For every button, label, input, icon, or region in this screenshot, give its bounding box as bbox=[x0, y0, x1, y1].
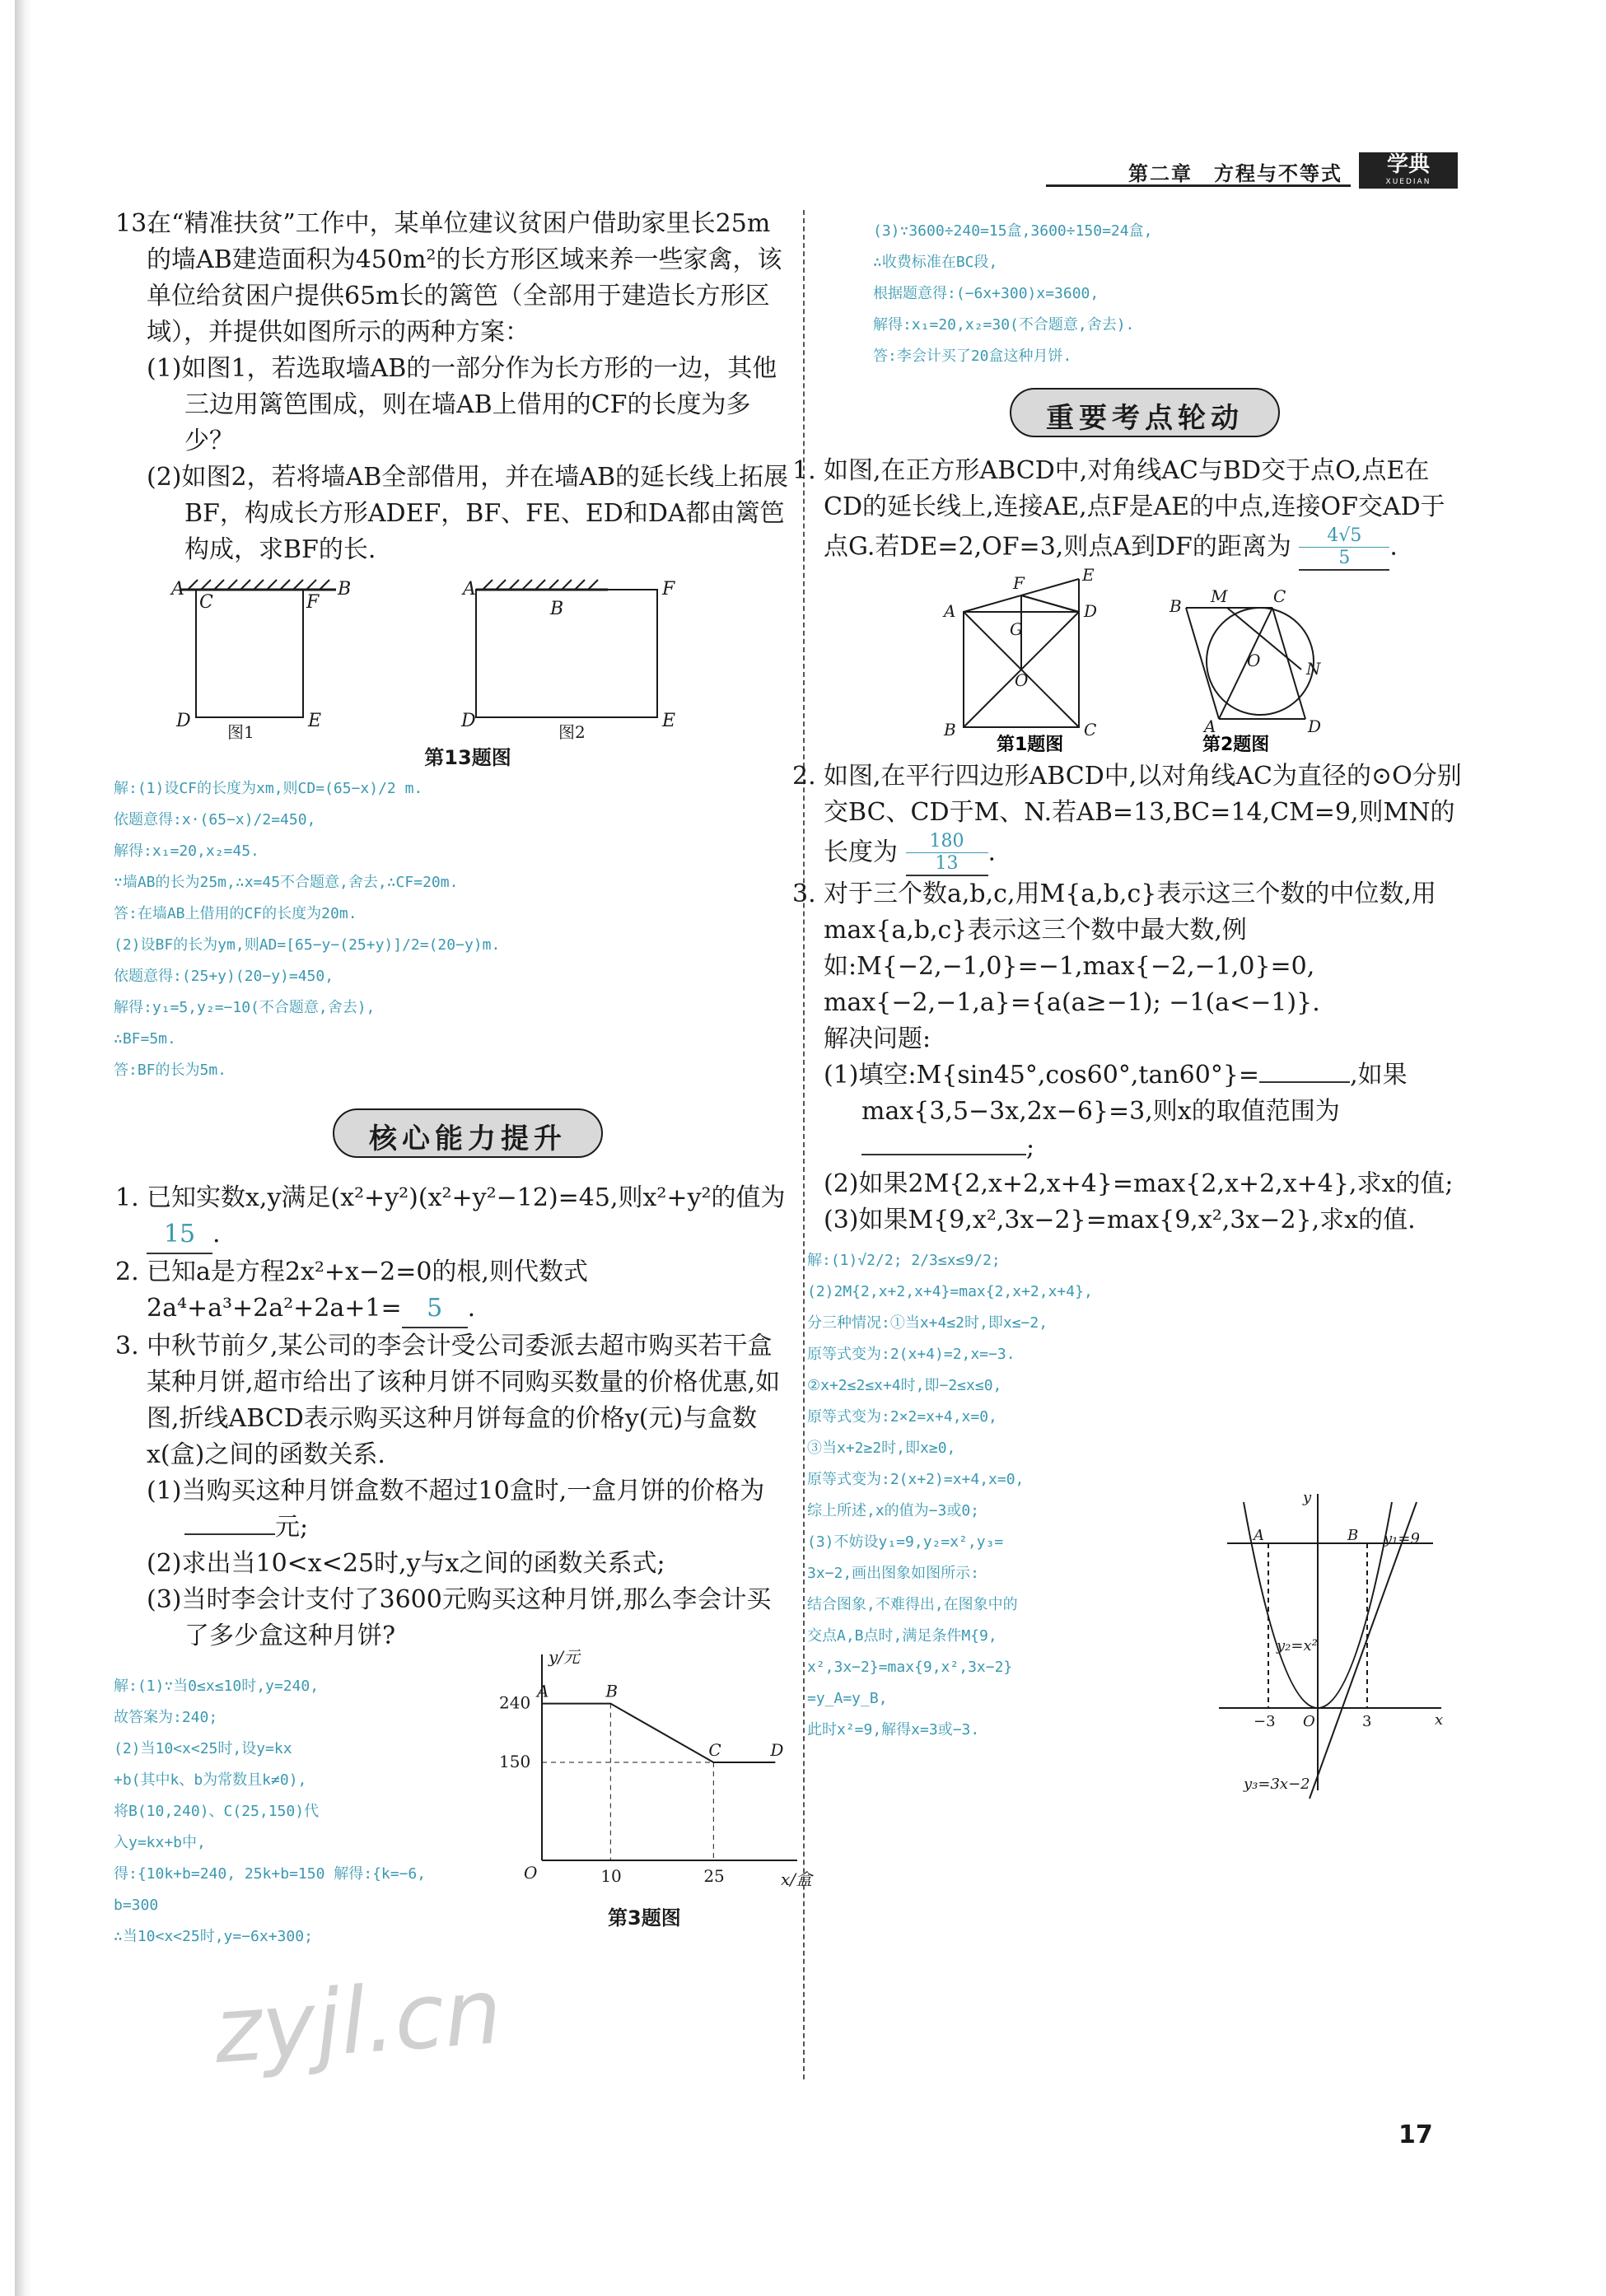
point-label: B bbox=[605, 1681, 619, 1701]
svg-text:D: D bbox=[1084, 601, 1098, 621]
c1-stem: 1. 已知实数x,y满足(x²+y²)(x²+y²−12)=45,则x²+y²的值为15 . bbox=[147, 1180, 789, 1254]
svg-text:G: G bbox=[1010, 619, 1023, 639]
svg-text:F: F bbox=[662, 579, 675, 600]
r-figures bbox=[824, 565, 1466, 755]
q13-part2: (2)如图2，若将墙AB全部借用，并在墙AB的延长线上拓展BF，构成长方形ADEF，BF、FE、ED和DA都由篱笆构成，求BF的长. bbox=[147, 463, 789, 564]
sol-line: (3)∵3600÷240=15盒,3600÷150=24盒, bbox=[873, 222, 1153, 240]
r2-answer-den: 13 bbox=[935, 853, 959, 874]
svg-text:E: E bbox=[308, 711, 322, 731]
chapter-title: 第二章 方程与不等式 bbox=[1128, 162, 1342, 185]
origin-label: O bbox=[524, 1863, 538, 1883]
page-number: 17 bbox=[1398, 2121, 1433, 2149]
c3-caption: 第3题图 bbox=[608, 1906, 681, 1930]
c1-answer: 15 bbox=[147, 1216, 212, 1254]
c3-part3: (3)当时李会计支付了3600元购买这种月饼,那么李会计买了多少盒这种月饼? bbox=[147, 1585, 772, 1650]
sol-line: (2)2M{2,x+2,x+4}=max{2,x+2,x+4}, bbox=[807, 1283, 1093, 1300]
svg-text:−3: −3 bbox=[1254, 1713, 1276, 1730]
sol-line: 此时x²=9,解得x=3或−3. bbox=[807, 1721, 980, 1738]
sol-line: 原等式变为:2×2=x+4,x=0, bbox=[807, 1408, 997, 1426]
r1-stem: 1. 如图,在正方形ABCD中,对角线AC与BD交于点O,点E在CD的延长线上,连接AE,点F是AE的中点,连接OF交AD于点G.若DE=2,OF=3,则点A到DF的距离为 $\frac{4√5}{5}$ . bbox=[824, 453, 1466, 571]
svg-text:B: B bbox=[338, 579, 352, 600]
c3-blank bbox=[184, 1533, 275, 1535]
q13-solution bbox=[114, 773, 789, 1086]
c3-part1: (1)当购买这种月饼盒数不超过10盒时,一盒月饼的价格为元; bbox=[147, 1477, 765, 1542]
watermark: zyjl.cn bbox=[210, 1958, 506, 2084]
sol-line: 根据题意得:(−6x+300)x=3600, bbox=[873, 285, 1099, 302]
sol-line: 解:(1)∵当0≤x≤10时,y=240, bbox=[114, 1678, 320, 1695]
x-tick-label: 25 bbox=[703, 1866, 725, 1886]
binding-shadow bbox=[15, 0, 31, 2296]
q13-caption: 第13题图 bbox=[424, 746, 511, 769]
svg-text:M: M bbox=[1211, 586, 1228, 606]
c3-sol-and-chart bbox=[114, 1647, 813, 1945]
fig2-label: 图2 bbox=[558, 722, 586, 742]
svg-text:A: A bbox=[1204, 716, 1216, 736]
svg-text:C: C bbox=[1084, 720, 1097, 740]
section-banner-key: 重要考点轮动 bbox=[1009, 387, 1281, 438]
r1-answer-num: 4√5 bbox=[1299, 525, 1389, 548]
page-header bbox=[1046, 152, 1458, 190]
r3-part2: (2)如果2M{2,x+2,x+4}=max{2,x+2,x+4},求x的值; bbox=[824, 1169, 1454, 1198]
sol-line: 入y=kx+b中, bbox=[114, 1834, 206, 1851]
svg-text:B: B bbox=[550, 599, 564, 619]
svg-text:y₁=9: y₁=9 bbox=[1384, 1530, 1420, 1547]
q13-part1: (1)如图1，若选取墙AB的一部分作为长方形的一边，其他三边用篱笆围成，则在墙AB上借用的CF的长度为多少？ bbox=[147, 354, 777, 455]
c2-answer: 5 bbox=[402, 1290, 468, 1328]
sol-line: +b(其中k、b为常数且k≠0), bbox=[114, 1771, 307, 1789]
c3-solution bbox=[114, 1671, 443, 1953]
sol-line: 解:(1)设CF的长度为xm,则CD=(65−x)/2 m. bbox=[114, 780, 423, 797]
sol-line: 答:在墙AB上借用的CF的长度为20m. bbox=[114, 905, 357, 922]
svg-text:D: D bbox=[1308, 716, 1322, 736]
point-label: C bbox=[708, 1740, 721, 1761]
sol-line: 解得:x₁=20,x₂=45. bbox=[114, 842, 259, 860]
r1-caption: 第1题图 bbox=[997, 735, 1064, 755]
sol-line: (2)当10<x<25时,设y=kx bbox=[114, 1740, 292, 1757]
sol-line: ∴BF=5m. bbox=[114, 1030, 176, 1048]
sol-line: 原等式变为:2(x+4)=2,x=−3. bbox=[807, 1346, 1015, 1363]
svg-text:A: A bbox=[944, 601, 956, 621]
svg-text:3: 3 bbox=[1362, 1713, 1372, 1730]
r2-caption: 第2题图 bbox=[1202, 735, 1270, 755]
r1-answer-den: 5 bbox=[1338, 548, 1351, 568]
sol-line: ③当x+2≥2时,即x≥0, bbox=[807, 1440, 956, 1457]
c3-stem: 3. 中秋节前夕,某公司的李会计受公司委派去超市购买若干盒某种月饼,超市给出了该种月饼不同购买数量的价格优惠,如图,折线ABCD表示购买这种月饼每盒的价格y(元)与盒数x(盒)之间的函数关系. bbox=[115, 1332, 781, 1469]
svg-text:A: A bbox=[171, 579, 184, 600]
right-column bbox=[792, 216, 1466, 1793]
sol-line: 答:BF的长为5m. bbox=[114, 1062, 227, 1079]
r3-sol-and-graph bbox=[807, 1239, 1466, 1793]
price-chart bbox=[493, 1647, 813, 1902]
r3-solution bbox=[807, 1245, 1219, 1746]
svg-text:y₃=3x−2: y₃=3x−2 bbox=[1244, 1776, 1310, 1793]
brand-en: XUEDIAN bbox=[1385, 178, 1431, 186]
sol-line: ∴收费标准在BC段, bbox=[873, 254, 998, 271]
svg-text:F: F bbox=[1013, 573, 1025, 593]
svg-text:E: E bbox=[662, 711, 676, 731]
r3-solve: 解决问题: bbox=[824, 1024, 931, 1053]
sol-line: 3x−2,画出图象如图所示: bbox=[807, 1565, 980, 1582]
sol-line: 分三种情况:①当x+4≤2时,即x≤−2, bbox=[807, 1314, 1048, 1332]
brand-cn: 学典 bbox=[1386, 152, 1430, 177]
y-axis-label: y/元 bbox=[549, 1647, 581, 1667]
r2-stem: 2. 如图,在平行四边形ABCD中,以对角线AC为直径的⊙O分别交BC、CD于M、N.若AB=13,BC=14,CM=9,则MN的长度为 $\frac{180}{13}$ . bbox=[824, 758, 1466, 876]
sol-line: ∵墙AB的长为25m,∴x=45不合题意,舍去,∴CF=20m. bbox=[114, 874, 459, 891]
sol-line: ∴当10<x<25时,y=−6x+300; bbox=[114, 1928, 313, 1945]
y-tick-label: 240 bbox=[499, 1692, 531, 1713]
svg-text:B: B bbox=[1169, 596, 1182, 616]
section-banner-core: 核心能力提升 bbox=[332, 1108, 604, 1159]
svg-text:B: B bbox=[944, 720, 956, 740]
x-axis-label: x/盒 bbox=[781, 1869, 813, 1889]
svg-text:N: N bbox=[1306, 659, 1321, 679]
sol-line: 将B(10,240)、C(25,150)代 bbox=[114, 1803, 320, 1820]
y-tick-label: 150 bbox=[499, 1752, 531, 1772]
sol-line: 依题意得:(25+y)(20−y)=450, bbox=[114, 968, 334, 985]
sol-line: 交点A,B点时,满足条件M{9, bbox=[807, 1627, 997, 1645]
svg-text:x: x bbox=[1435, 1711, 1444, 1729]
sol-line: (2)设BF的长为ym,则AD=[65−y−(25+y)]/2=(20−y)m. bbox=[114, 936, 501, 954]
fig1-label: 图1 bbox=[227, 722, 254, 742]
r3-stem: 3. 对于三个数a,b,c,用M{a,b,c}表示这三个数的中位数,用max{a,b,c}表示这三个数中最大数,例如:M{−2,−1,0}=−1,max{−2,−1,0}=0, bbox=[792, 880, 1436, 981]
r2-answer-num: 180 bbox=[906, 831, 988, 853]
sol-line: 得:{10k+b=240, 25k+b=150 解得:{k=−6, b=300 bbox=[114, 1865, 427, 1914]
r3-blank1 bbox=[1259, 1081, 1350, 1083]
svg-text:B: B bbox=[1347, 1527, 1359, 1544]
sol-line: 解:(1)√2/2; 2/3≤x≤9/2; bbox=[807, 1252, 1001, 1269]
r3-part1: (1)填空:M{sin45°,cos60°,tan60°}= ,如果max{3,5−3x,2x−6}=3,则x的取值范围为; bbox=[824, 1061, 1408, 1162]
q13-figures bbox=[147, 573, 789, 742]
point-label: A bbox=[537, 1681, 549, 1701]
svg-text:D: D bbox=[461, 711, 476, 731]
r3-part3: (3)如果M{9,x²,3x−2}=max{9,x²,3x−2},求x的值. bbox=[824, 1206, 1416, 1234]
r3-blank2 bbox=[861, 1154, 1026, 1155]
svg-text:y: y bbox=[1303, 1489, 1312, 1506]
svg-text:O: O bbox=[1303, 1713, 1315, 1730]
r3-graph bbox=[1211, 1486, 1450, 1799]
x-tick-label: 10 bbox=[600, 1866, 622, 1886]
price-line bbox=[542, 1704, 775, 1762]
q13-stem: 13. 在“精准扶贫”工作中，某单位建议贫困户借助家里长25m的墙AB建造面积为450m²的长方形区域来养一些家禽，该单位给贫困户提供65m长的篱笆（全部用于建造长方形区域），并提供如图所示的两种方案： bbox=[115, 209, 782, 347]
c3-part2: (2)求出当10<x<25时,y与x之间的函数关系式; bbox=[147, 1549, 665, 1578]
sol-line: x²,3x−2}=max{9,x²,3x−2} bbox=[807, 1659, 1013, 1676]
sol-line: =y_A=y_B, bbox=[807, 1690, 888, 1707]
sol-line: 解得:x₁=20,x₂=30(不合题意,舍去). bbox=[873, 316, 1135, 334]
c2-stem: 2. 已知a是方程2x²+x−2=0的根,则代数式2a⁴+a³+2a²+2a+1= 5 . bbox=[147, 1254, 789, 1328]
sol-line: 解得:y₁=5,y₂=−10(不合题意,舍去), bbox=[114, 999, 376, 1016]
left-column bbox=[114, 206, 813, 1945]
sol-line: 答:李会计买了20盒这种月饼. bbox=[873, 348, 1072, 365]
sol-line: 综上所述,x的值为−3或0; bbox=[807, 1502, 980, 1519]
svg-text:F: F bbox=[306, 592, 320, 613]
r3-example: max{−2,−1,a}={a(a≥−1); −1(a<−1)}. bbox=[824, 988, 1320, 1017]
brand-logo bbox=[1359, 152, 1458, 189]
sol-line: 原等式变为:2(x+2)=x+4,x=0, bbox=[807, 1471, 1025, 1488]
svg-text:D: D bbox=[176, 711, 191, 731]
sol-line: 结合图象,不难得出,在图象中的 bbox=[807, 1596, 1018, 1613]
point-label: D bbox=[770, 1740, 784, 1761]
svg-text:O: O bbox=[1015, 670, 1029, 690]
svg-text:A: A bbox=[463, 579, 476, 600]
svg-text:E: E bbox=[1082, 565, 1095, 585]
svg-text:C: C bbox=[199, 592, 213, 613]
sol-line: 依题意得:x·(65−x)/2=450, bbox=[114, 811, 316, 828]
svg-text:C: C bbox=[1273, 586, 1286, 606]
sol-line: ②x+2≤2≤x+4时,即−2≤x≤0, bbox=[807, 1377, 1002, 1394]
c3-solution-cont bbox=[873, 216, 1466, 372]
svg-text:O: O bbox=[1247, 651, 1261, 670]
sol-line: 故答案为:240; bbox=[114, 1709, 218, 1726]
sol-line: (3)不妨设y₁=9,y₂=x²,y₃= bbox=[807, 1533, 1004, 1551]
svg-text:A: A bbox=[1254, 1527, 1264, 1544]
svg-text:y₂=x²: y₂=x² bbox=[1277, 1637, 1318, 1654]
